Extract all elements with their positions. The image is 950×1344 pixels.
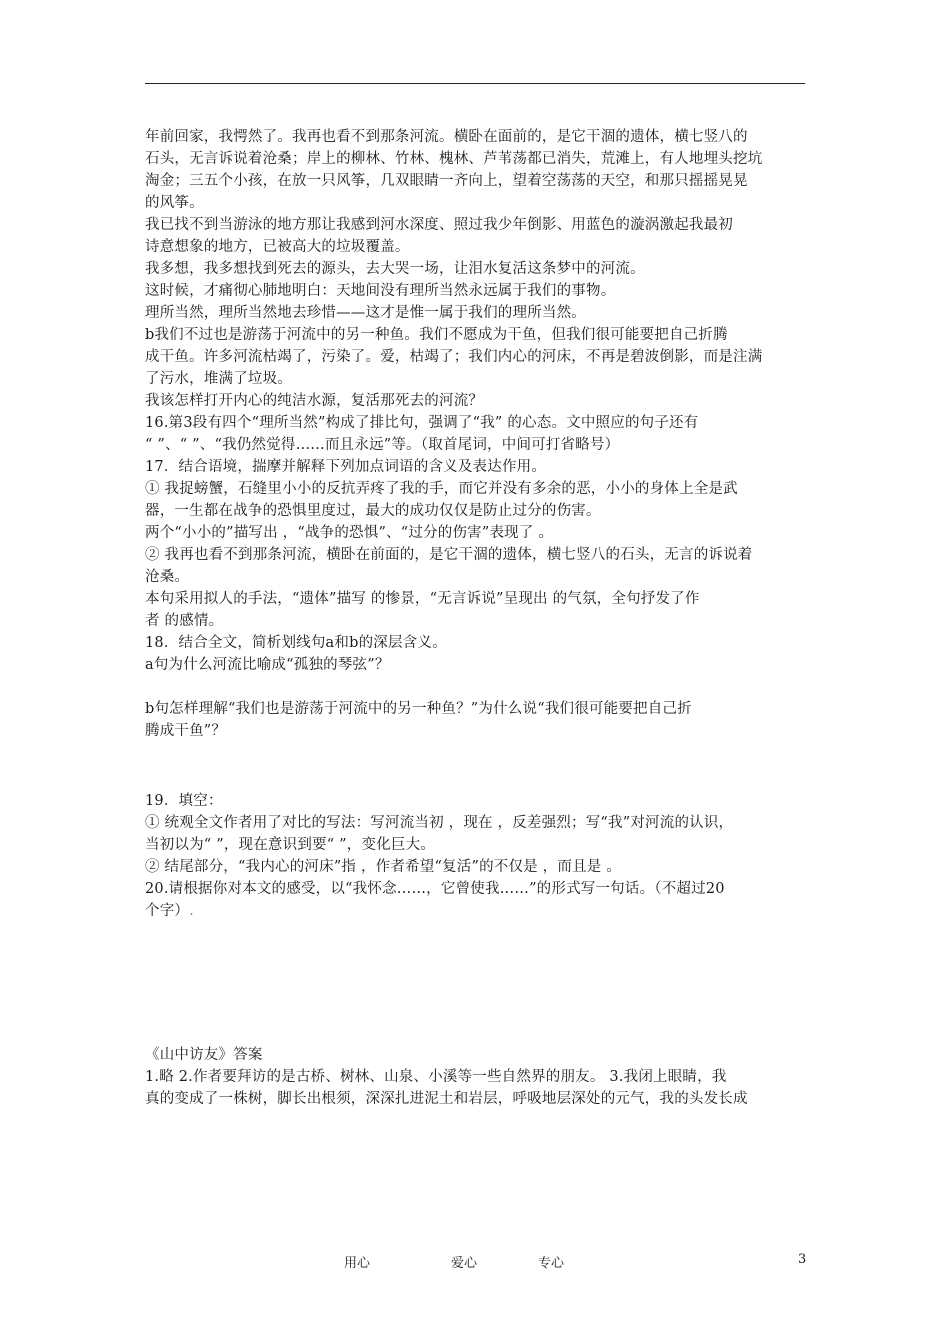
- question-17-line: 者 的感情。: [145, 613, 224, 629]
- document-body: [145, 126, 817, 1110]
- question-16-line: 16.第3段有四个“理所当然”构成了排比句，强调了“我” 的心态。文中照应的句子还有: [145, 415, 699, 431]
- question-17-line: 器，一生都在战争的恐惧里度过，最大的成功仅仅是防止过分的伤害。: [145, 503, 601, 519]
- footer-text-right: 专心: [538, 1256, 565, 1271]
- question-16-line: “ ”、“ ”、“我仍然觉得……而且永远”等。（取首尾词，中间可打省略号）: [145, 437, 620, 453]
- answer-space: [145, 922, 817, 1044]
- text-line: 石头，无言诉说着沧桑；岸上的柳林、竹林、槐林、芦苇荡都已消失，荒滩上，有人地埋头挖坑: [145, 151, 763, 167]
- colored-period: .: [189, 903, 194, 919]
- question-18-line: b句怎样理解“我们也是游荡于河流中的另一种鱼？”为什么说“我们很可能要把自己折: [145, 701, 692, 717]
- question-19-line: ① 统观全文作者用了对比的写法：写河流当初 ，现在 ，反差强烈；写“我”对河流的认识，: [145, 815, 734, 831]
- question-19-line: 当初以为“ ”，现在意识到要“ ”，变化巨大。: [145, 837, 435, 853]
- text-line: 我已找不到当游泳的地方那让我感到河水深度、照过我少年倒影、用蓝色的漩涡激起我最初: [145, 217, 733, 233]
- text-line: 这时候，才痛彻心肺地明白：天地间没有理所当然永远属于我们的事物。: [145, 283, 616, 299]
- text-line: 我多想，我多想找到死去的源头，去大哭一场，让泪水复活这条梦中的河流。: [145, 261, 645, 277]
- question-17-line: 沧桑。: [145, 569, 190, 585]
- answer-space: [145, 742, 817, 790]
- text-line: 成干鱼。许多河流枯竭了，污染了。爱，枯竭了；我们内心的河床，不再是碧波倒影，而是注满: [145, 349, 763, 365]
- answer-line: 真的变成了一株树，脚长出根须，深深扎进泥土和岩层，呼吸地层深处的元气，我的头发长成: [145, 1091, 748, 1107]
- question-17-line: 17．结合语境，揣摩并解释下列加点词语的含义及表达作用。: [145, 459, 547, 475]
- text-line: 淘金；三五个小孩，在放一只风筝，几双眼睛一齐向上，望着空荡荡的天空，和那只摇摇晃晃: [145, 173, 748, 189]
- question-19-line: ② 结尾部分，“我内心的河床”指 ，作者希望“复活”的不仅是 ，而且是 。: [145, 859, 621, 875]
- answer-heading: 《山中访友》答案: [145, 1047, 263, 1063]
- page-number: 3: [798, 1252, 807, 1267]
- question-18-line: 腾成干鱼”？: [145, 723, 227, 739]
- text-line: 理所当然，理所当然地去珍惜——这才是惟一属于我们的理所当然。: [145, 305, 586, 321]
- question-19-line: 19．填空：: [145, 793, 223, 809]
- answer-line: 1.略 2.作者要拜访的是古桥、树林、山泉、小溪等一些自然界的朋友。 3.我闭上眼睛，我: [145, 1069, 727, 1085]
- question-17-line: 两个“小小的”描写出 ，“战争的恐惧”、“过分的伤害”表现了 。: [145, 525, 554, 541]
- question-18-line: a句为什么河流比喻成“孤独的琴弦”？: [145, 657, 390, 673]
- question-17-line: 本句采用拟人的手法，“遗体”描写 的惨景，“无言诉说”呈现出 的气氛，全句抒发了作: [145, 591, 700, 607]
- question-17-line: ① 我捉螃蟹，石缝里小小的反抗弄疼了我的手，而它并没有多余的恶，小小的身体上全是武: [145, 481, 738, 497]
- text-line: 我该怎样打开内心的纯洁水源，复活那死去的河流？: [145, 393, 484, 409]
- footer-text-left: 用心: [344, 1256, 371, 1271]
- question-17-line: ② 我再也看不到那条河流，横卧在前面的，是它干涸的遗体，横七竖八的石头，无言的诉说着: [145, 547, 753, 563]
- text-line: 了污水，堆满了垃圾。: [145, 371, 292, 387]
- header-rule: [145, 83, 805, 84]
- footer-text-mid: 爱心: [451, 1256, 478, 1271]
- answer-space: [145, 676, 817, 698]
- question-20-line: 20.请根据你对本文的感受，以“我怀念……，它曾使我……”的形式写一句话。（不超过20: [145, 881, 725, 897]
- question-20-line: [145, 900, 817, 922]
- text-line: 的风筝。: [145, 195, 204, 211]
- text-line: b我们不过也是游荡于河流中的另一种鱼。我们不愿成为干鱼，但我们很可能要把自己折腾: [145, 327, 728, 343]
- question-20-tail: 个字）: [145, 903, 190, 919]
- text-line: 诗意想象的地方，已被高大的垃圾覆盖。: [145, 239, 410, 255]
- text-line: 年前回家，我愕然了。我再也看不到那条河流。横卧在面前的，是它干涸的遗体，横七竖八的: [145, 129, 748, 145]
- question-18-line: 18．结合全文，简析划线句a和b的深层含义。: [145, 635, 447, 651]
